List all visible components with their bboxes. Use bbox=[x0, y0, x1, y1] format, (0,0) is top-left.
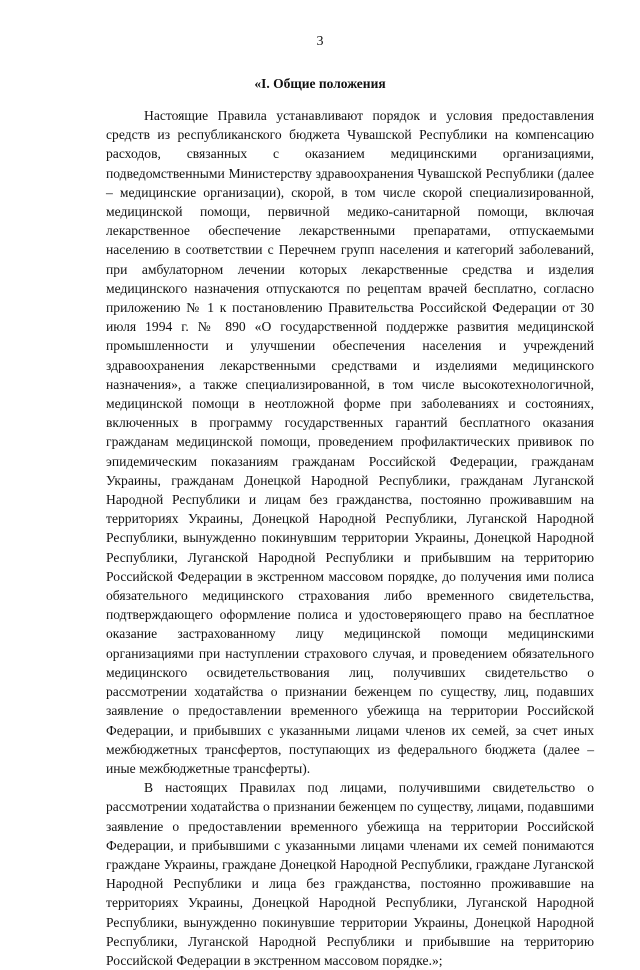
body-text bbox=[106, 106, 594, 970]
page-number: 3 bbox=[316, 34, 324, 49]
paragraph-general-provisions: Настоящие Правила устанавливают порядок и условия предоставления средств из республиканского бюджета Чувашской Республики на компенсацию расходов, связанных с оказанием медицинскими организациями, подведомственными Министерству здравоохранения Чувашской Республики (далее – медицинские организации), скорой, в том числе скорой специализированной, медицинской помощи, первичной медико-санитарной помощи, включая лекарственное обеспечение лекарственными препаратами, отпускаемыми населению в соответствии с Перечнем групп населения и категорий заболеваний, при амбулаторном лечении которых лекарственные средства и изделия медицинского назначения отпускаются по рецептам врачей бесплатно, согласно приложению № 1 к постановлению Правительства Российской Федерации от 30 июля 1994 г. № 890 «О государственной поддержке развития медицинской промышленности и улучшении обеспечения населения и учреждений здравоохранения лекарственными средствами и изделиями медицинского назначения», а также специализированной, в том числе высокотехнологичной, медицинской помощи в неотложной форме при заболеваниях и состояниях, включенных в программу государственных гарантий бесплатного оказания гражданам медицинской помощи, проведением профилактических прививок по эпидемическим показаниям гражданам Российской Федерации, гражданам Украины, гражданам Донецкой Народной Республики, гражданам Луганской Народной Республики и лицам без гражданства, постоянно проживавшим на территориях Украины, Донецкой Народной Республики, Луганской Народной Республики, вынужденно покинувшим территории Украины, Донецкой Народной Республики, Луганской Народной Республики и прибывшим на территорию Российской Федерации в экстренном массовом порядке, до получения ими полиса обязательного медицинского страхования либо временного свидетельства, подтверждающего оформление полиса и удостоверяющего право на бесплатное оказание застрахованному лицу медицинской помощи медицинскими организациями при наступлении страхового случая, и проведением обязательного медицинского освидетельствования лиц, получивших свидетельство о рассмотрении ходатайства о признании беженцем по существу, лиц, подавших заявление о предоставлении временного убежища на территории Российской Федерации, и прибывших с указанными лицами членов их семей, за счет иных межбюджетных трансфертов, поступающих из федерального бюджета (далее – иные межбюджетные трансферты). bbox=[106, 108, 594, 776]
paragraph-definitions: В настоящих Правилах под лицами, получившими свидетельство о рассмотрении ходатайства о признании беженцем по существу, лицами, подавшими заявление о предоставлении временного убежища на территории Российской Федерации, и прибывшими с указанными лицами членами их семей понимаются граждане Украины, граждане Донецкой Народной Республики, граждане Луганской Народной Республики и лица без гражданства, постоянно проживавшие на территориях Украины, Донецкой Народной Республики, Луганской Народной Республики, вынужденно покинувшие территории Украины, Донецкой Народной Республики, Луганской Народной Республики и прибывшие на территорию Российской Федерации в экстренном массовом порядке.»; bbox=[106, 780, 594, 968]
section-heading: «I. Общие положения bbox=[254, 76, 386, 91]
